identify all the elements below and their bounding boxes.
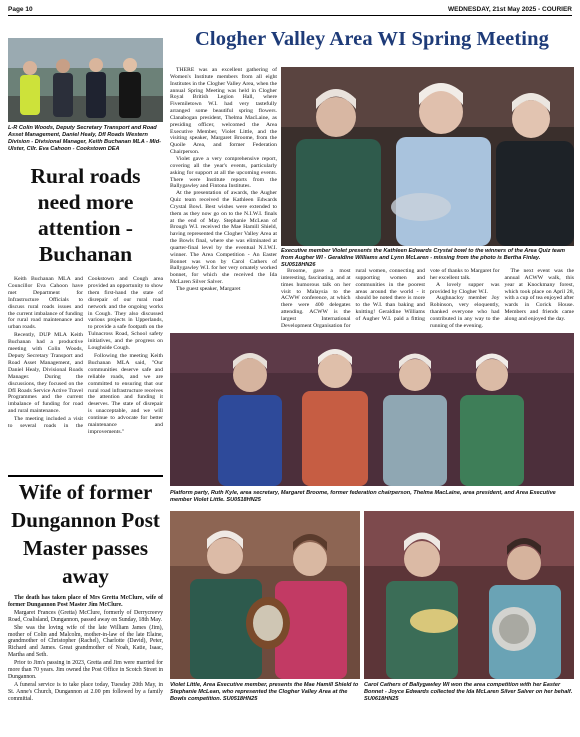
article-paragraph: THERE was an excellent gathering of Women's Institute members from all eight Institutes in the Clogher Valley Area, when the annual Spring Meeting was held in Clogher Royal British Legion Hall, where Fivemiletown W.I. had very tastefully arranged some beautiful spring flowers. Clanabogan president, Thelma MacLaine, as presiding officer, welcomed the Area Executive Member, Violet Little, and the visiting speaker, Margaret Broome, from the Quoile Area, and former Federation Chairperson. [170,67,277,156]
bowls-shield-photo [170,511,360,679]
article-paragraph: At the presentation of awards, the Augher Quiz team received the Kathleen Edwards Crystal Bowl. Best wishes were extended to them as they now go on to the N.I.W.I. finals at the end of May. Stephanie McLean of Brough W.I. received the Mae Hamill Shield, having represented the Clogher Valley Area at the Bowls final, where she was eliminated at quarter-final level by the eventual N.I.W.I. winner. The Area Competition - An Easter Bonnet was won by Carol Cathers of Ballygawley W.I. for her very ornately worked bonnet, for which she received the Ida McLaren Silver Salver. [170,190,277,286]
rural-roads-headline: Rural roads need more attention - Buchanan [30,164,141,266]
wi-article-continued [281,268,574,330]
article-paragraph: A funeral service is to take place today, Tuesday 20th May, in St. Anne's Church, Dungannon at 2.00 pm followed by a family committal. [8,681,163,702]
article-paragraph: Aughnacloy member Joy Robinson, very eloquently, thanked everyone who had contributed in any way to the running of the evening. [430,295,500,329]
article-paragraph: Keith Buchanan MLA and Councillor Eva Cahoon have met Department for Infrastructure Officials to discuss rural roads issues and the current imbalance of funding for rural road maintenance and urban roads. [8,276,83,331]
bowls-shield-caption: Violet Little, Area Executive member, presents the Mae Hamill Shield to Stephanie McLean, who represented the Clogher Valley Area at the Bowls competition. SU0518HN25 [170,682,359,702]
article-paragraph: Broome, gave a most interesting, fascinating, and at times humorous talk on her visit to Malaysia to the ACWW conference, at which there were 400 delegates attending. ACWW is the largest International Development Organisation for rural women, connecting and supporting women and communities in the poorest areas around the world - it should be noted there is more to the W.I. than baking and knitting! Geraldine Williams of Augher W.I. paid a fitting vote of thanks to Margaret for her excellent talk. [281,268,500,329]
article-paragraph: Violet gave a very comprehensive report, covering all the year's events, particularly asking for support at all the upcoming events. There were Institute reports from the Ballygawley and Fintona Institutes. [170,155,277,190]
obituary-article [8,475,163,704]
article-paragraph: Recently, DUP MLA Keith Buchanan had a productive meeting with Colin Woods, Deputy Secretary Transport and Road Asset Management, and Daniel Healy, Divisional Roads Manager. During the discussions, they focused on the DfI Roads Service Active Travel Programmes and the current imbalance of funding for road and rural maintenance. [8,332,83,415]
page-number: Page 10 [8,6,33,13]
platform-party-photo [170,333,574,486]
issue-date: WEDNESDAY, 21st May 2025 - COURIER [447,6,572,13]
rural-roads-caption: L-R Colin Woods, Deputy Secretary Transport and Road Asset Management, Daniel Healy, DfI Roads Western Division - Divisional Manager, Keith Buchanan MLA - Mid-Ulster, Cllr. Eva Cahoon - Cookstown DEA [8,125,162,152]
article-paragraph: Following the meeting Keith Buchanan MLA said, "Our communities deserve safe and reliable roads, and we are committed to ensuring that our rural road infrastructure receives the attention and funding it deserves. The state of disrepair is unacceptable, and we will continue to advocate for better maintenance and improvements." [88,352,163,435]
article-paragraph: The guest speaker, Margaret [176,286,241,292]
rural-roads-photo [8,38,163,122]
obituary-headline: Wife of former Dungannon Post Master passes away [11,480,160,588]
easter-bonnet-photo [364,511,574,679]
article-paragraph: The meeting included a visit to several roads in the Cookstown and Cough area provided an opportunity to show them first-hand the state of disrepair of our rural road network and the ongoing works in Cough. They also discussed various projects in Upperlands, to provide a safe footpath on the Tulnacross Road, School safety initiatives, and the progress on Loughside Cough. [8,276,163,430]
platform-party-caption: Platform party, Ruth Kyle, area secretary, Margaret Broome, former federation chairperson, Thelma MacLaine, area president, and Area Executive member Violet Little. SU0518HN25 [170,490,556,503]
article-paragraph: A lovely supper was provided by Clogher W.I. [430,281,500,295]
quiz-team-photo [281,67,574,246]
obituary-body [8,595,163,703]
wi-article-intro [170,67,277,325]
rural-roads-article [8,276,163,472]
obituary-lead: The death has taken place of Mrs Gretta McClure, wife of former Dungannon Post Master Jim McClure. [8,595,163,608]
quiz-team-caption: Executive member Violet presents the Kathleen Edwards Crystal bowl to the winners of the Area Quiz team from Augher WI - Geraldine Williams and Lynn McLaren - missing from the photo is Bertha Finlay. SU0518HN26 [281,248,566,268]
easter-bonnet-caption: Carol Cathers of Ballygawley WI won the area competition with her Easter Bonnet - Joyce Edwards collected the Ida McLaren Silver Salver on her behalf. SU0618HN25 [364,682,573,702]
page-header [8,4,572,16]
article-paragraph: Margaret Frances (Gretta) McClure, formerly of Derrycreevy Road, Coalisland, Dungannon, passed away on Sunday, 18th May. [8,609,163,623]
article-paragraph: Prior to Jim's passing in 2023, Gretta and Jim were married for more than 70 years. Jim owned the Post Office in Scotch Street in Dungannon. [8,660,163,680]
article-paragraph: The next event was the annual ACWW walk, this year at Knockmany forest, which took place on April 28, with a cup of tea enjoyed after wards in Corick House. Members and friends came along and enjoyed the day. [504,268,574,322]
article-paragraph: She was the loving wife of the late William James (Jim), mother of Colin and Malcolm, mother-in-law of the late Elaine, grandmother of Christopher (Rachel), Charlotte (David), Peter, Richard and James. Great grandmother of Noah, Katie, Isaac, Martha and Seth. [8,624,163,659]
wi-headline: Clogher Valley Area WI Spring Meeting [195,28,549,50]
